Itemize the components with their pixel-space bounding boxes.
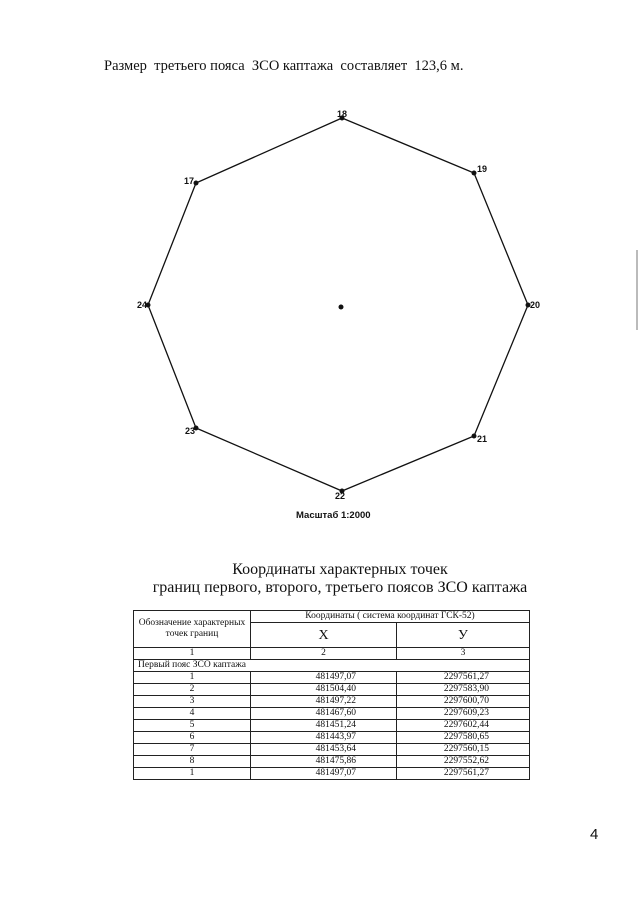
cell-x: 481443,97 <box>251 732 397 744</box>
cell-y: 2297602,44 <box>397 720 530 732</box>
page-number: 4 <box>590 826 599 843</box>
intro-text: Размер третьего пояса ЗСО каптажа составляет 123,6 м. <box>104 58 464 74</box>
label-20: 20 <box>530 300 541 310</box>
cell-x: 481497,07 <box>251 672 397 684</box>
cell-point: 2 <box>134 684 251 696</box>
table-row <box>134 696 530 708</box>
cell-x: 481504,40 <box>251 684 397 696</box>
cell-y: 2297561,27 <box>397 672 530 684</box>
cell-point: 7 <box>134 744 251 756</box>
cell-y: 2297561,27 <box>397 768 530 780</box>
third-belt-boundary <box>148 118 528 491</box>
cell-point: 5 <box>134 720 251 732</box>
cell-point: 1 <box>134 672 251 684</box>
table-row <box>134 768 530 780</box>
header-designation: Обозначение характерных точек границ <box>134 611 251 648</box>
table-row <box>134 720 530 732</box>
cell-y: 2297600,70 <box>397 696 530 708</box>
table-row <box>134 732 530 744</box>
label-17: 17 <box>184 176 195 186</box>
table-row <box>134 756 530 768</box>
cell-point: 8 <box>134 756 251 768</box>
cell-y: 2297552,62 <box>397 756 530 768</box>
cell-point: 4 <box>134 708 251 720</box>
scan-edge-mark <box>636 250 638 330</box>
cell-x: 481497,22 <box>251 696 397 708</box>
table-title-line2: границ первого, второго, третьего поясов ЗСО каптажа <box>152 579 528 596</box>
vertex-17 <box>194 181 199 186</box>
label-23: 23 <box>185 426 196 436</box>
table-row <box>134 708 530 720</box>
header-x: X <box>251 623 397 648</box>
cell-point: 1 <box>134 768 251 780</box>
column-number-3: 3 <box>397 648 530 660</box>
section-row <box>134 660 530 672</box>
cell-y: 2297583,90 <box>397 684 530 696</box>
label-21: 21 <box>477 434 488 444</box>
label-18: 18 <box>337 109 348 119</box>
vertex-21 <box>472 434 477 439</box>
table-row <box>134 672 530 684</box>
column-numbers-row <box>134 648 530 660</box>
header-row <box>134 611 530 623</box>
cell-x: 481467,60 <box>251 708 397 720</box>
cell-point: 6 <box>134 732 251 744</box>
vertex-19 <box>472 171 477 176</box>
cell-x: 481497,07 <box>251 768 397 780</box>
cell-y: 2297609,23 <box>397 708 530 720</box>
scale-label: Масштаб 1:2000 <box>296 510 371 521</box>
cell-y: 2297580,65 <box>397 732 530 744</box>
header-coordinates: Координаты ( система координат ГСК-52) <box>251 611 530 623</box>
column-number-2: 2 <box>251 648 397 660</box>
label-19: 19 <box>477 164 488 174</box>
cell-x: 481451,24 <box>251 720 397 732</box>
cell-x: 481475,86 <box>251 756 397 768</box>
table-title-line1: Координаты характерных точек <box>232 561 448 578</box>
section-title: Первый пояс ЗСО каптажа <box>134 660 530 672</box>
center-point <box>339 305 344 310</box>
cell-y: 2297560,15 <box>397 744 530 756</box>
table-row <box>134 744 530 756</box>
label-22: 22 <box>335 491 346 501</box>
column-number-1: 1 <box>134 648 251 660</box>
label-24: 24 <box>137 300 148 310</box>
coordinates-table <box>133 610 530 780</box>
cell-point: 3 <box>134 696 251 708</box>
cell-x: 481453,64 <box>251 744 397 756</box>
header-y: У <box>397 623 530 648</box>
table-row <box>134 684 530 696</box>
boundary-vertices <box>146 116 531 494</box>
